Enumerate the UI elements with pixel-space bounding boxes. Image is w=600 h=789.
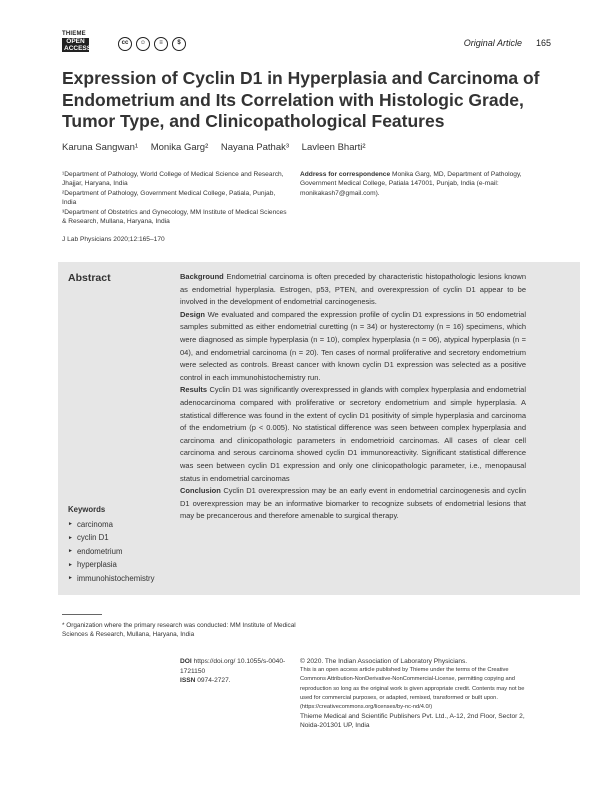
journal-citation: J Lab Physicians 2020;12:165–170 bbox=[62, 236, 165, 243]
nd-icon: $ bbox=[172, 37, 186, 51]
footnote-divider bbox=[62, 614, 102, 615]
article-title: Expression of Cyclin D1 in Hyperplasia and Carcinoma of Endometrium and Its Correlation with Histologic Grade, Tumor Type, and Clinicopathological Features bbox=[62, 68, 540, 131]
correspondence-text: Monika Garg, MD, Department of Pathology, Government Medical College, Patiala 147001, Punjab, India (e-mail: monikakash7@gmail.com). bbox=[300, 171, 522, 197]
logo-line-2: OPEN bbox=[62, 38, 89, 45]
section-label: Design bbox=[180, 309, 206, 319]
running-header bbox=[464, 38, 551, 48]
copyright: © 2020. The Indian Association of Laboratory Physicians. bbox=[300, 658, 468, 665]
nc-icon: ≡ bbox=[154, 37, 168, 51]
section-text: Cyclin D1 overexpression may be an early event in endometrial carcinogenesis and cyclin D1 overexpression may be an informative biomarker to recognize subsets of endometrial lesions that may be precancerous and therefore amenable to surgical therapy. bbox=[180, 486, 526, 521]
author: Monika Garg² bbox=[150, 142, 209, 153]
section-text: Cyclin D1 was significantly overexpressed in glands with complex hyperplasia and endometrial adenocarcinoma compared with proliferative or secretory endometrium and simple hyperplasia. A statistical difference was found in the extent of cyclin D1 positivity of simple hyperplasia and carcinoma of the endometrium (p < 0.005). No statistical difference was seen between complex hyperplasia and carcinoma and clinicopathologic parameters in endometrioid carcinomas. All cases of clear cell carcinoma and serous carcinoma showed cyclin D1 immunoreactivity. Significant statistical difference was seen between cyclin D1 expression and only one clinicopathologic parameter, i.e., menopausal status in endometrial carcinomas bbox=[180, 385, 526, 483]
keyword: ► cyclin D1 bbox=[68, 531, 155, 544]
abstract-section-results bbox=[180, 384, 526, 485]
affiliation: ²Department of Pathology, Government Medical College, Patiala, Punjab, India bbox=[62, 189, 276, 207]
logo-line-3: ACCESS bbox=[64, 45, 92, 52]
section-label: Background bbox=[180, 272, 224, 281]
abstract-heading: Abstract bbox=[68, 272, 111, 284]
by-icon: ☺ bbox=[136, 37, 150, 51]
doi-value[interactable]: https://doi.org/ 10.1055/s-0040-1721150 bbox=[180, 658, 286, 675]
abstract-body bbox=[180, 271, 526, 523]
doi-label: DOI bbox=[180, 658, 192, 665]
affiliation: ¹Department of Pathology, World College of Medical Science and Research, Jhajjar, Haryana, India bbox=[62, 171, 284, 188]
creative-commons-icons bbox=[118, 37, 186, 51]
issn-label: ISSN bbox=[180, 677, 196, 685]
keywords-heading: Keywords bbox=[68, 505, 106, 514]
keyword: ► hyperplasia bbox=[68, 558, 155, 571]
keywords-list bbox=[68, 518, 155, 585]
abstract-section-conclusion bbox=[180, 485, 526, 523]
keyword: ► carcinoma bbox=[68, 518, 155, 531]
license-block bbox=[300, 657, 528, 731]
affiliations bbox=[62, 170, 287, 226]
author: Karuna Sangwan¹ bbox=[62, 142, 139, 153]
correspondence bbox=[300, 170, 540, 198]
author: Nayana Pathak³ bbox=[220, 142, 290, 153]
abstract-section-design bbox=[180, 309, 526, 385]
correspondence-label: Address for correspondence bbox=[300, 171, 391, 178]
footnote: * Organization where the primary research was conducted: MM Institute of Medical Sciences & Research, Mullana, Haryana, India bbox=[62, 622, 296, 639]
cc-icon: cc bbox=[118, 37, 132, 51]
issn-value: 0974-2727. bbox=[195, 677, 231, 685]
abstract-section-background bbox=[180, 271, 526, 309]
license-text: This is an open access article published by Thieme under the terms of the Creative Commons Attribution-NonDerivative-NonCommercial-License, permitting copying and reproduction so long as the original work is given appropriate credit. Contents may not be used for commercial purposes, or adapted, remixed, transformed or built upon. (https://creativecommons.org/licenses/by-nc-nd/4.0/) bbox=[300, 667, 525, 711]
section-label: Conclusion bbox=[180, 486, 221, 496]
thieme-open-access-logo bbox=[62, 31, 92, 58]
keyword: ► immunohistochemistry bbox=[68, 572, 155, 585]
section-label: Original Article bbox=[463, 38, 522, 48]
keyword: ► endometrium bbox=[68, 545, 155, 558]
logo-line-1: THIEME bbox=[62, 31, 86, 37]
publisher-info: Thieme Medical and Scientific Publishers Pvt. Ltd., A-12, 2nd Floor, Sector 2, Noida-201301 UP, India bbox=[300, 713, 525, 730]
page-number: 165 bbox=[535, 38, 551, 48]
affiliation: ³Department of Obstetrics and Gynecology, MM Institute of Medical Sciences & Research, Mullana, Haryana, India bbox=[62, 208, 287, 226]
doi-block bbox=[180, 657, 290, 686]
author-list bbox=[62, 142, 376, 153]
section-label: Results bbox=[180, 385, 208, 395]
section-text: Endometrial carcinoma is often preceded by characteristic histopathologic lesions known as endometrial hyperplasia. Estrogen, p53, PTEN, and overexpression of cyclin D1 appear to be involved in the development of endometrial carcinogenesis. bbox=[180, 272, 526, 307]
section-text: We evaluated and compared the expression profile of cyclin D1 expressions in 50 endometrial samples submitted as either endometrial curetting (n = 34) or hysterectomy (n = 16) specimens, which were diagnosed as simple hyperplasia (n = 10), complex hyperplasia (n = 06), atypical hyperplasia (n = 04), and endometrial carcinoma (n = 20). Ten cases of normal proliferative and secretory endometrium were selected as controls. Breast cancer with known cyclin D1 expression was selected as a positive control in each immunohistochemistry run. bbox=[180, 309, 526, 382]
author: Lavleen Bharti² bbox=[301, 142, 366, 153]
